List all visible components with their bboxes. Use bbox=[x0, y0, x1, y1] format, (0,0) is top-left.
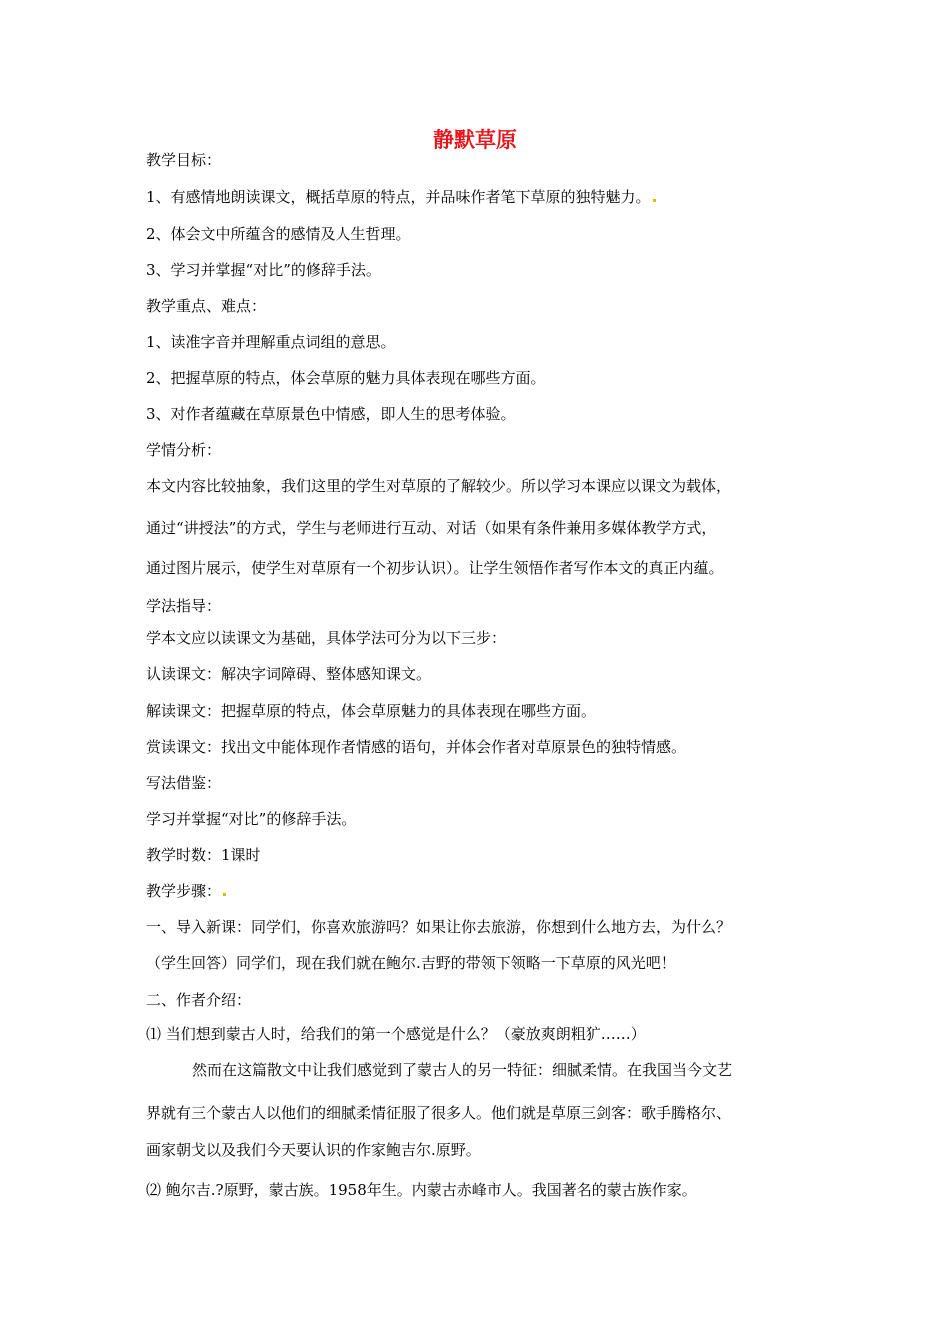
text-line: 一、导入新课：同学们，你喜欢旅游吗？如果让你去旅游，你想到什么地方去，为什么？ bbox=[146, 918, 732, 936]
text-line: 然而在这篇散文中让我们感觉到了蒙古人的另一特征：细腻柔情。在我国当今文艺 bbox=[192, 1061, 733, 1079]
text-line: 二、作者介绍： bbox=[146, 991, 252, 1009]
text-line: 1、读准字音并理解重点词组的意思。 bbox=[146, 333, 396, 351]
text-line: 教学重点、难点： bbox=[146, 297, 267, 315]
text-line: ⑵ 鲍尔吉.?原野，蒙古族。1958年生。内蒙古赤峰市人。我国著名的蒙古族作家。 bbox=[146, 1181, 697, 1199]
text-line: 1、有感情地朗读课文，概括草原的特点，并品味作者笔下草原的独特魅力。 bbox=[146, 187, 656, 207]
text-line: 学习并掌握“对比”的修辞手法。 bbox=[146, 810, 357, 828]
text-line: 教学目标： bbox=[146, 151, 222, 169]
text-line: （学生回答）同学们，现在我们就在鲍尔.吉野的带领下领略一下草原的风光吧！ bbox=[146, 954, 676, 972]
text-line: 通过“讲授法”的方式，学生与老师进行互动、对话（如果有条件兼用多媒体教学方式， bbox=[146, 519, 717, 537]
text-line: 赏读课文：找出文中能体现作者情感的语句，并体会作者对草原景色的独特情感。 bbox=[146, 738, 687, 756]
text-line: 画家朝戈以及我们今天要认识的作家鲍吉尔.原野。 bbox=[146, 1141, 481, 1159]
text-line: 界就有三个蒙古人以他们的细腻柔情征服了很多人。他们就是草原三剑客：歌手腾格尔、 bbox=[146, 1104, 732, 1122]
text-line: 教学步骤： bbox=[146, 881, 226, 901]
page-title: 静默草原 bbox=[433, 128, 517, 152]
marker-dot bbox=[223, 893, 226, 896]
text-line: ⑴ 当们想到蒙古人时，给我们的第一个感觉是什么？（豪放爽朗粗犷……） bbox=[146, 1025, 646, 1043]
marker-dot bbox=[653, 199, 656, 202]
text-line: 通过图片展示，使学生对草原有一个初步认识）。让学生领悟作者写作本文的真正内蕴。 bbox=[146, 559, 724, 577]
text-line: 学本文应以读课文为基础，具体学法可分为以下三步： bbox=[146, 629, 507, 647]
text-line: 本文内容比较抽象，我们这里的学生对草原的了解较少。所以学习本课应以课文为载体， bbox=[146, 477, 732, 495]
text-line: 3、学习并掌握“对比”的修辞手法。 bbox=[146, 261, 381, 279]
text-line: 学法指导： bbox=[146, 597, 222, 615]
text-line: 解读课文：把握草原的特点，体会草原魅力的具体表现在哪些方面。 bbox=[146, 702, 597, 720]
text-line: 认读课文：解决字词障碍、整体感知课文。 bbox=[146, 665, 432, 683]
text-line: 2、体会文中所蕴含的感情及人生哲理。 bbox=[146, 225, 411, 243]
text-line: 2、把握草原的特点，体会草原的魅力具体表现在哪些方面。 bbox=[146, 369, 546, 387]
text-line: 学情分析： bbox=[146, 441, 222, 459]
text-line: 教学时数：1课时 bbox=[146, 846, 261, 864]
text-line: 3、对作者蕴藏在草原景色中情感，即人生的思考体验。 bbox=[146, 405, 516, 423]
text-line: 写法借鉴： bbox=[146, 774, 222, 792]
